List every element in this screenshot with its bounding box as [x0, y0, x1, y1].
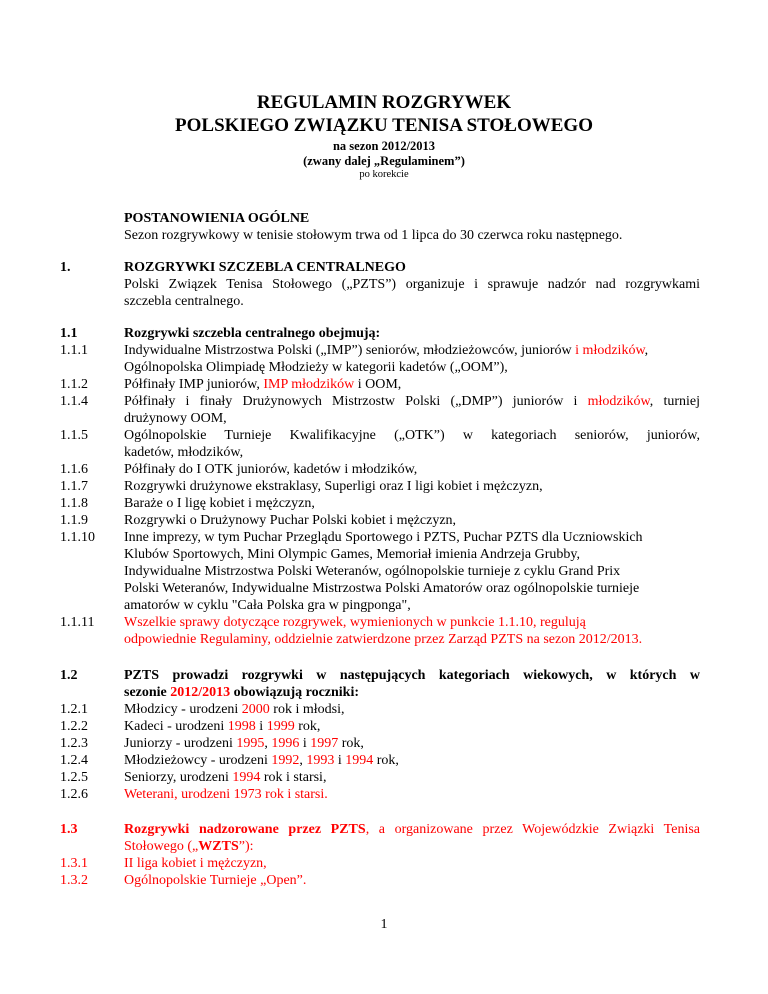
subsection-heading — [124, 684, 700, 701]
item-text: Weterani, urodzeni 1973 rok i starsi. — [124, 787, 328, 802]
item-number: 1.1.10 — [60, 530, 95, 545]
item-text-part: Młodzieżowcy - urodzeni — [124, 753, 272, 768]
item-text-highlight: 1999 — [266, 719, 295, 734]
item-text-highlight: i młodzików — [575, 343, 645, 358]
item-number: 1.1.4 — [60, 394, 88, 409]
subsection-heading — [124, 838, 700, 855]
section-heading: ROZGRYWKI SZCZEBLA CENTRALNEGO — [124, 260, 406, 275]
item-text-part: i — [255, 719, 267, 734]
heading-part: , a organizowane przez Wojewódzkie Związki Tenisa — [365, 822, 700, 837]
item-number: 1.1.11 — [60, 615, 95, 630]
item-text-part: rok i starsi, — [260, 770, 327, 785]
item-text-part: , — [644, 343, 649, 358]
item-text — [124, 769, 700, 786]
item-text — [124, 393, 700, 410]
heading-highlight: 2012/2013 — [170, 685, 231, 700]
item-text: II liga kobiet i mężczyzn, — [124, 856, 267, 871]
heading-part: obowiązują roczniki: — [230, 685, 360, 700]
item-text — [124, 718, 700, 735]
item-text-part: Półfinały i finały Drużynowych Mistrzostw Polski („DMP”) juniorów i — [124, 394, 588, 409]
item-text-highlight: 1994 — [232, 770, 261, 785]
item-text-highlight: 1998 — [227, 719, 256, 734]
item-text-highlight: 2000 — [241, 702, 270, 717]
season-subtitle: na sezon 2012/2013 — [332, 139, 436, 153]
item-text-part: , turniej — [649, 394, 700, 409]
item-text: Klubów Sportowych, Mini Olympic Games, Memoriał imienia Andrzeja Grubby, — [124, 547, 580, 562]
item-text-highlight: 1993 — [306, 753, 335, 768]
item-text: Wszelkie sprawy dotyczące rozgrywek, wymienionych w punkcie 1.1.10, regulują — [124, 615, 586, 630]
item-text — [124, 735, 700, 752]
general-heading: POSTANOWIENIA OGÓLNE — [124, 211, 310, 226]
item-text: Indywidualne Mistrzostwa Polski Weteranów, ogólnopolskie turnieje z cyklu Grand Prix — [124, 564, 621, 579]
section-1-text-line-2: szczebla centralnego. — [124, 294, 244, 309]
item-text-highlight: 1997 — [310, 736, 339, 751]
item-text-part: rok, — [338, 736, 364, 751]
subsection-heading: PZTS prowadzi rozgrywki w następujących kategoriach wiekowych, w których w — [124, 668, 700, 683]
section-1-text-line-1: Polski Związek Tenisa Stołowego („PZTS”) organizuje i sprawuje nadzór nad rozgrywkami — [124, 277, 700, 292]
heading-part: Rozgrywki nadzorowane przez PZTS — [124, 822, 366, 837]
item-text: Ogólnopolskie Turnieje „Open”. — [124, 873, 307, 888]
item-text-part: rok, — [373, 753, 399, 768]
item-text — [124, 701, 700, 718]
item-text: kadetów, młodzików, — [124, 445, 244, 460]
subsection-number: 1.3 — [60, 822, 78, 837]
item-number: 1.2.6 — [60, 787, 88, 802]
item-text-part: Półfinały IMP juniorów, — [124, 377, 264, 392]
item-text-highlight: 1996 — [271, 736, 300, 751]
item-text-part: i — [299, 736, 311, 751]
subsection-heading — [124, 821, 700, 838]
item-text-part: Juniorzy - urodzeni — [124, 736, 237, 751]
item-text-part: i — [334, 753, 346, 768]
item-number: 1.2.3 — [60, 736, 88, 751]
alias-subtitle: (zwany dalej „Regulaminem”) — [303, 154, 465, 168]
item-text: drużynowy OOM, — [124, 411, 227, 426]
item-text: odpowiednie Regulaminy, oddzielnie zatwierdzone przez Zarząd PZTS na sezon 2012/2013. — [124, 632, 643, 647]
item-number: 1.2.5 — [60, 770, 88, 785]
item-text: Inne imprezy, w tym Puchar Przeglądu Sportowego i PZTS, Puchar PZTS dla Uczniowskich — [124, 530, 643, 545]
item-number: 1.3.1 — [60, 856, 88, 871]
item-number: 1.2.4 — [60, 753, 88, 768]
document-title-line-1: REGULAMIN ROZGRYWEK — [256, 92, 512, 113]
section-number: 1. — [60, 260, 71, 275]
item-number: 1.1.8 — [60, 496, 88, 511]
item-text-part: rok i młodsi, — [269, 702, 345, 717]
item-text-highlight: 1995 — [236, 736, 265, 751]
heading-part: sezonie — [124, 685, 171, 700]
item-text-part: Młodzicy - urodzeni — [124, 702, 242, 717]
heading-part: ”): — [238, 839, 254, 854]
item-number: 1.1.7 — [60, 479, 88, 494]
item-number: 1.1.9 — [60, 513, 88, 528]
item-text: Rozgrywki o Drużynowy Puchar Polski kobiet i mężczyzn, — [124, 513, 457, 528]
item-number: 1.1.1 — [60, 343, 88, 358]
heading-part: Stołowego („ — [124, 839, 199, 854]
item-text: Rozgrywki drużynowe ekstraklasy, Superligi oraz I ligi kobiet i mężczyzn, — [124, 479, 543, 494]
item-text-highlight: młodzików — [587, 394, 650, 409]
correction-note: po korekcie — [359, 169, 409, 180]
general-text: Sezon rozgrywkowy w tenisie stołowym trwa od 1 lipca do 30 czerwca roku następnego. — [124, 228, 623, 243]
item-text-part: , — [264, 736, 272, 751]
subsection-heading: Rozgrywki szczebla centralnego obejmują: — [124, 326, 381, 341]
item-text: Ogólnopolska Olimpiadę Młodzieży w kategorii kadetów („OOM”), — [124, 360, 508, 375]
item-number: 1.1.5 — [60, 428, 88, 443]
item-text-highlight: 1994 — [345, 753, 374, 768]
item-text — [124, 342, 700, 359]
document-title-line-2: POLSKIEGO ZWIĄZKU TENISA STOŁOWEGO — [175, 115, 593, 136]
item-text-part: i OOM, — [354, 377, 402, 392]
item-number: 1.1.2 — [60, 377, 88, 392]
item-number: 1.3.2 — [60, 873, 88, 888]
subsection-number: 1.1 — [60, 326, 78, 341]
item-text-part: rok, — [294, 719, 321, 734]
item-text — [124, 376, 700, 393]
item-text-highlight: 1992 — [271, 753, 300, 768]
item-text: Polski Weteranów, Indywidualne Mistrzostwa Polski Amatorów oraz ogólnopolskie turnieje — [124, 581, 640, 596]
item-text-part: Seniorzy, urodzeni — [124, 770, 233, 785]
heading-highlight: WZTS — [198, 839, 239, 854]
item-text — [124, 752, 700, 769]
item-text-highlight: IMP młodzików — [263, 377, 355, 392]
item-text: Baraże o I ligę kobiet i mężczyzn, — [124, 496, 315, 511]
item-text: Półfinały do I OTK juniorów, kadetów i młodzików, — [124, 462, 418, 477]
item-text-part: Kadeci - urodzeni — [124, 719, 228, 734]
item-text: amatorów w cyklu "Cała Polska gra w pingponga", — [124, 598, 411, 613]
item-number: 1.2.2 — [60, 719, 88, 734]
page-number: 1 — [380, 917, 388, 932]
item-text-part: Indywidualne Mistrzostwa Polski („IMP”) seniorów, młodzieżowców, juniorów — [124, 343, 576, 358]
item-number: 1.1.6 — [60, 462, 88, 477]
item-text: Ogólnopolskie Turnieje Kwalifikacyjne („OTK”) w kategoriach seniorów, juniorów, — [124, 428, 700, 443]
subsection-number: 1.2 — [60, 668, 78, 683]
item-number: 1.2.1 — [60, 702, 88, 717]
item-text-part: , — [299, 753, 307, 768]
